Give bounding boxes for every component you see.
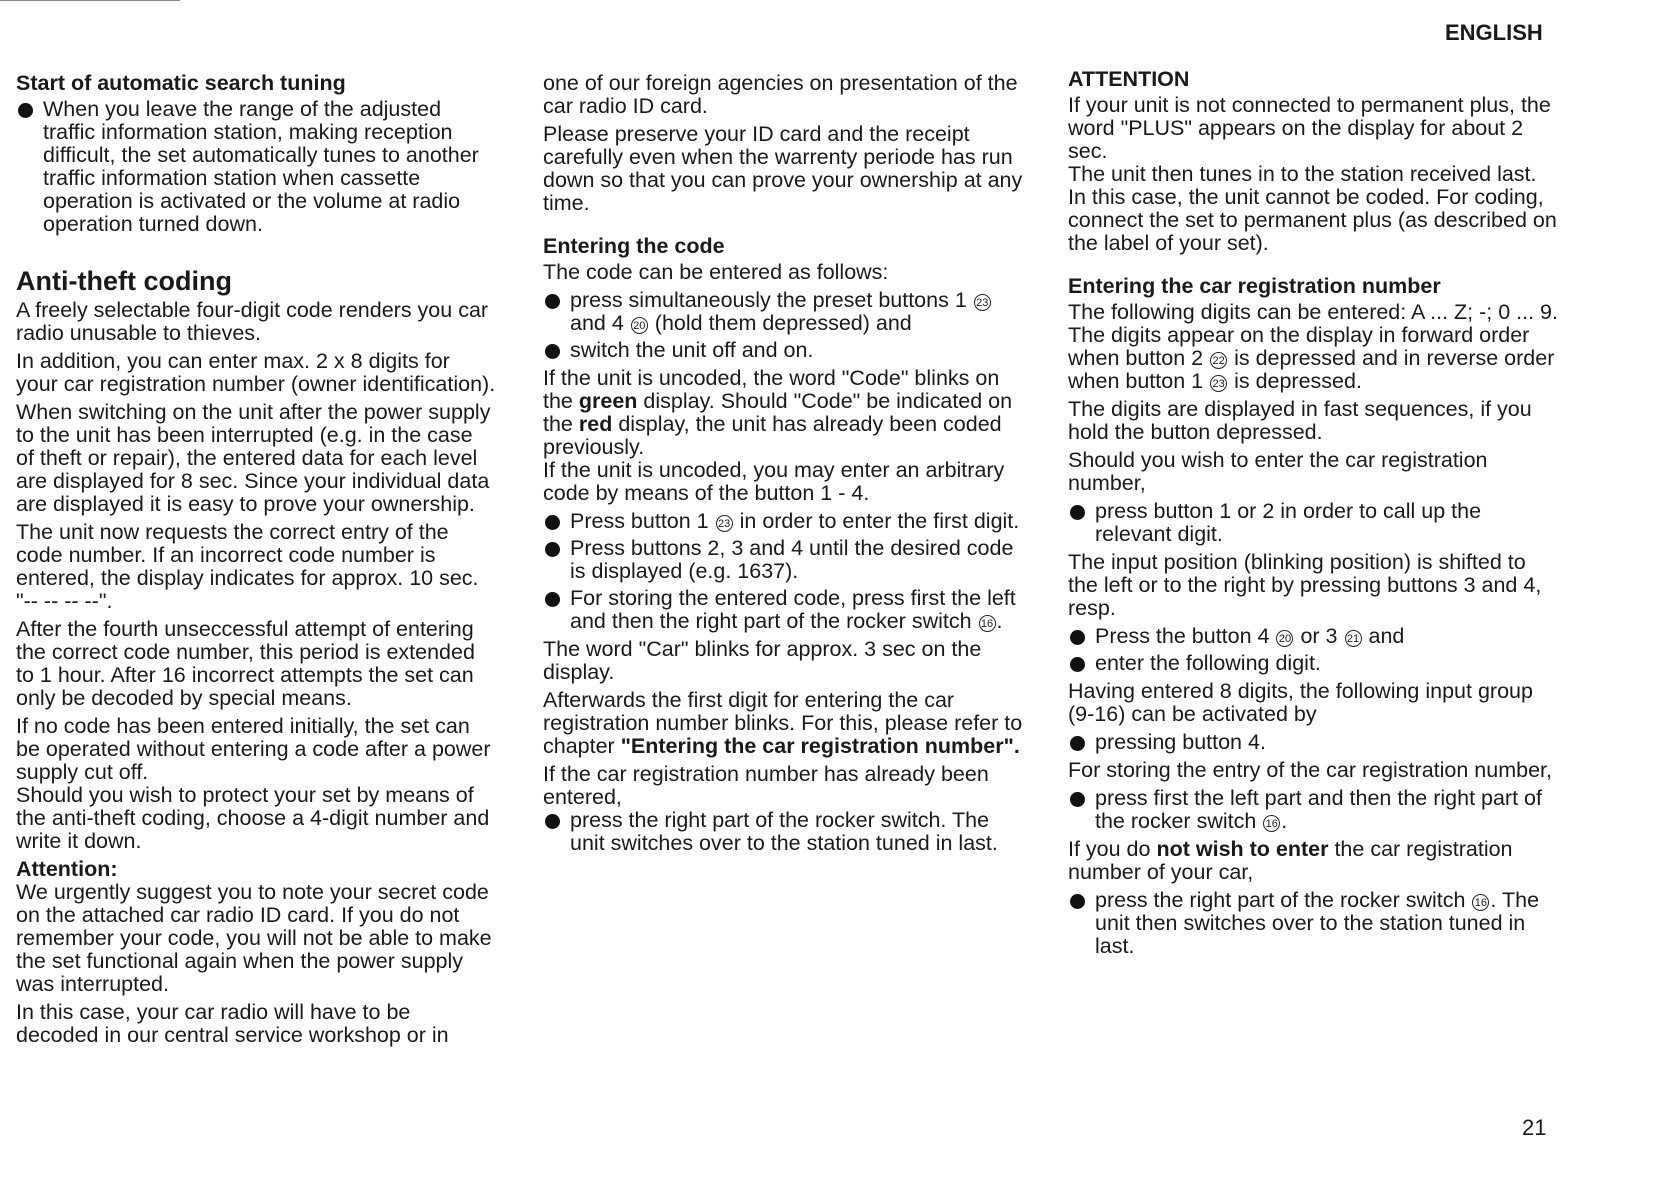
bullet-list — [1068, 500, 1558, 546]
paragraph: Afterwards the first digit for entering the car registration number blinks. For this, please refer to chapter "Entering the car registration number". — [543, 688, 1023, 758]
bullet-list — [543, 809, 1023, 855]
list-item: press first the left part and then the right part of the rocker switch 16 . — [1068, 787, 1558, 833]
paragraph: After the fourth unseccessful attempt of entering the correct code number, this period is extended to 1 hour. After 16 incorrect attempts the set can only be decoded by special means. — [16, 617, 475, 710]
bullet-list — [1068, 889, 1558, 958]
list-item: press the right part of the rocker switch. The unit switches over to the station tuned in last. — [543, 809, 1023, 855]
bullet-list — [543, 289, 1023, 362]
paragraph: If the unit is uncoded, the word "Code" blinks on the green display. Should "Code" be indicated on the red display, the unit has already been coded previously. — [543, 366, 1013, 459]
paragraph: The following digits can be entered: A ... Z; -; 0 ... 9. The digits appear on the display in forward order when button 2 22 is depressed and in reverse order when button 1 23 is depressed. — [1068, 300, 1558, 393]
paragraph: The input position (blinking position) is shifted to the left or to the right by pressing buttons 3 and 4, resp. — [1068, 550, 1542, 620]
list-item: press button 1 or 2 in order to call up the relevant digit. — [1068, 500, 1558, 546]
circled-number-20: 20 — [1276, 630, 1293, 647]
attention-label: Attention: — [16, 857, 118, 881]
heading-entering-code: Entering the code — [543, 234, 725, 258]
list-item: Press the button 4 20 or 3 21 and — [1068, 625, 1558, 648]
list-item: enter the following digit. — [1068, 652, 1558, 675]
paragraph: The word "Car" blinks for approx. 3 sec on the display. — [543, 637, 982, 684]
column-left — [16, 72, 496, 1052]
paragraph: The unit then tunes in to the station received last. — [1068, 162, 1537, 186]
language-label: ENGLISH — [1445, 20, 1543, 45]
bullet-list — [16, 98, 496, 236]
paragraph: Should you wish to protect your set by means of the anti-theft coding, choose a 4-digit number and write it down. — [16, 783, 490, 853]
list-item: Press buttons 2, 3 and 4 until the desired code is displayed (e.g. 1637). — [543, 537, 1023, 583]
circled-number-23: 23 — [1210, 375, 1227, 392]
paragraph: In this case, your car radio will have to be decoded in our central service workshop or in — [16, 1000, 449, 1047]
list-item: press the right part of the rocker switch 16 . The unit then switches over to the station tuned in last. — [1068, 889, 1558, 958]
bullet-list — [1068, 787, 1558, 833]
paragraph: In addition, you can enter max. 2 x 8 digits for your car registration number (owner identification). — [16, 349, 496, 396]
heading-car-registration: Entering the car registration number — [1068, 274, 1441, 298]
paragraph: If no code has been entered initially, the set can be operated without entering a code after a power supply cut off. — [16, 714, 491, 784]
circled-number-16: 16 — [979, 615, 996, 632]
circled-number-16: 16 — [1472, 894, 1489, 911]
circled-number-22: 22 — [1210, 352, 1227, 369]
circled-number-16: 16 — [1263, 815, 1280, 832]
paragraph: A freely selectable four-digit code renders you car radio unusable to thieves. — [16, 298, 489, 345]
paragraph: If the car registration number has already been entered, — [543, 762, 989, 809]
paragraph: If you do not wish to enter the car registration number of your car, — [1068, 837, 1513, 884]
circled-number-21: 21 — [1345, 630, 1362, 647]
list-item: When you leave the range of the adjusted traffic information station, making reception difficult, the set automatically tunes to another traffic information station when cassette operation is activated or the volume at radio operation turned down. — [16, 98, 496, 236]
circled-number-23: 23 — [974, 294, 991, 311]
paragraph: The digits are displayed in fast sequences, if you hold the button depressed. — [1068, 397, 1532, 444]
heading-search-tuning: Start of automatic search tuning — [16, 71, 346, 95]
paragraph: When switching on the unit after the power supply to the unit has been interrupted (e.g. in the case of theft or repair), the entered data for each level are displayed for 8 sec. Since your individual data are displayed it is easy to prove your ownership. — [16, 400, 491, 516]
heading-attention: ATTENTION — [1068, 67, 1190, 91]
column-middle — [543, 72, 1023, 860]
list-item: switch the unit off and on. — [543, 339, 1023, 362]
circled-number-23: 23 — [716, 515, 733, 532]
list-item: pressing button 4. — [1068, 731, 1558, 754]
bullet-list — [1068, 731, 1558, 754]
paragraph: Should you wish to enter the car registration number, — [1068, 448, 1488, 495]
heading-anti-theft: Anti-theft coding — [16, 266, 232, 296]
list-item: For storing the entered code, press first the left and then the right part of the rocker switch 16 . — [543, 587, 1023, 633]
paragraph: Please preserve your ID card and the receipt carefully even when the warrenty periode has run down so that you can prove your ownership at any time. — [543, 122, 1023, 215]
list-item: press simultaneously the preset buttons 1 23 and 4 20 (hold them depressed) and — [543, 289, 1023, 335]
column-right — [1068, 68, 1558, 963]
paragraph: The unit now requests the correct entry of the code number. If an incorrect code number is entered, the display indicates for approx. 10 sec. "-- -- -- --". — [16, 520, 479, 613]
bullet-list — [1068, 625, 1558, 675]
paragraph: one of our foreign agencies on presentation of the car radio ID card. — [543, 71, 1018, 118]
page-number: 21 — [1522, 1115, 1547, 1140]
scan-edge-line — [0, 0, 180, 1]
bullet-list — [543, 510, 1023, 633]
paragraph: If the unit is uncoded, you may enter an arbitrary code by means of the button 1 - 4. — [543, 458, 1005, 505]
paragraph: In this case, the unit cannot be coded. For coding, connect the set to permanent plus (as described on the label of your set). — [1068, 185, 1557, 255]
paragraph: For storing the entry of the car registration number, — [1068, 758, 1552, 782]
circled-number-20: 20 — [631, 317, 648, 334]
list-item: Press button 1 23 in order to enter the first digit. — [543, 510, 1023, 533]
paragraph: Having entered 8 digits, the following input group (9-16) can be activated by — [1068, 679, 1533, 726]
paragraph: If your unit is not connected to permanent plus, the word "PLUS" appears on the display for about 2 sec. — [1068, 93, 1551, 163]
paragraph: The code can be entered as follows: — [543, 260, 889, 284]
paragraph: We urgently suggest you to note your secret code on the attached car radio ID card. If you do not remember your code, you will not be able to make the set functional again when the power supply was interrupted. — [16, 880, 492, 996]
